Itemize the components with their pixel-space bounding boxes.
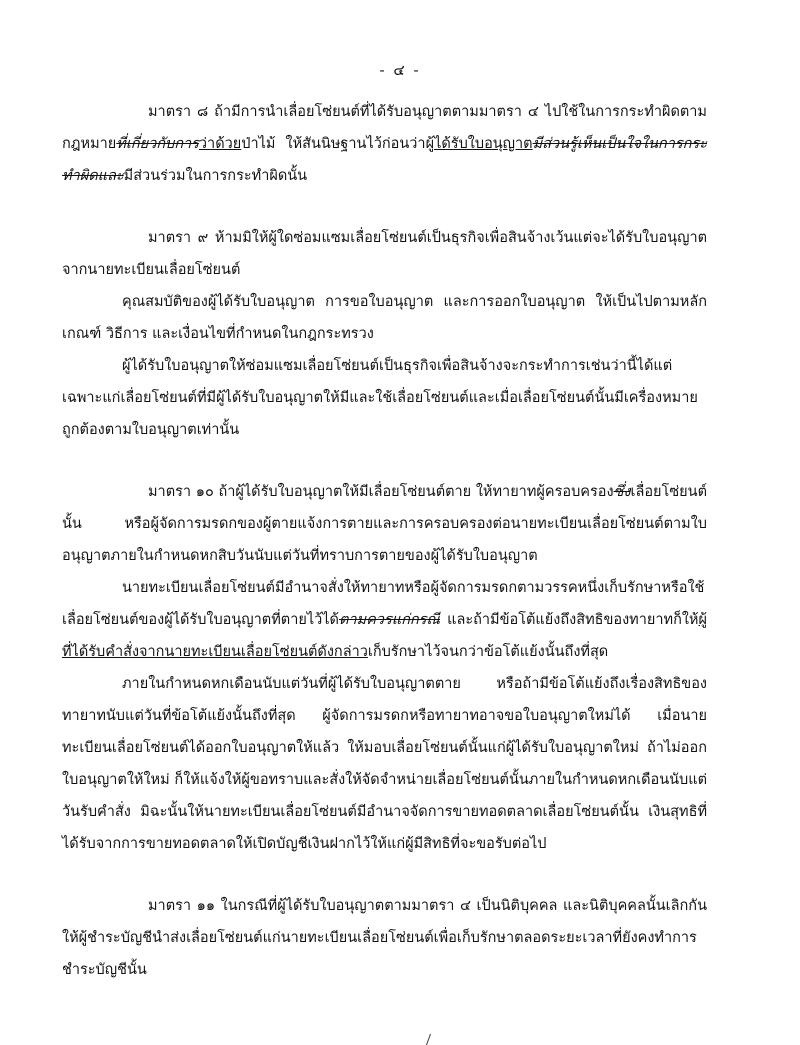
page-number: - ๔ -	[379, 61, 421, 79]
paragraph	[62, 668, 707, 860]
section-gap	[62, 446, 707, 476]
section-s9	[62, 222, 707, 446]
section-s10	[62, 476, 707, 860]
paragraph	[62, 350, 707, 446]
text-run: มาตรา ๑๐ ถ้าผู้ได้รับใบอนุญาตให้มีเลื่อยโซ่ยนต์ตาย ให้ทายาทผู้ครอบครอง	[148, 484, 614, 500]
text-run: เลื่อยโซ่ยนต์นั้น หรือผู้จัดการมรดกของผู้ตายแจ้งการตายและการครอบครองต่อนายทะเบียนเลื่อยโซ่ยนต์ตามใบอนุญาตภายในกำหนดหกสิบวันนับแต่วันที่ทราบการตายของผู้ได้รับใบอนุญาต	[62, 484, 707, 564]
struck-text: มีส่วนรู้เห็นเป็นใจในการกระทำผิดและ	[62, 136, 707, 184]
text-run: มาตรา ๑๑ ในกรณีที่ผู้ได้รับใบอนุญาตตามมาตรา ๔ เป็นนิติบุคคล และนิติบุคคลนั้นเลิกกันให้ผู้ชำระบัญชีนำส่งเลื่อยโซ่ยนต์แก่นายทะเบียนเลื่อยโซ่ยนต์เพื่อเก็บรักษาตลอดระยะเวลาที่ยังคงทำการชำระบัญชีนั้น	[62, 898, 707, 978]
text-run: เก็บรักษาไว้จนกว่าข้อโต้แย้งนั้นถึงที่สุด	[367, 644, 609, 660]
document-body	[62, 96, 707, 986]
text-run: นายทะเบียนเลื่อยโซ่ยนต์มีอำนาจสั่งให้ทายาทหรือผู้จัดการมรดกตามวรรคหนึ่งเก็บรักษาหรือใช้เลื่อยโซ่ยนต์ของผู้ได้รับใบอนุญาตที่ตายไว้ได้	[62, 580, 705, 628]
paragraph	[62, 96, 707, 192]
text-run: ผู้ได้รับใบอนุญาตให้ซ่อมแซมเลื่อยโซ่ยนต์เป็นธุรกิจเพื่อสินจ้างจะกระทำการเช่นว่านี้ได้แต่เฉพาะแก่เลื่อยโซ่ยนต์ที่มีผู้ได้รับใบอนุญาตให้มีและใช้เลื่อยโซ่ยนต์และเมื่อเลื่อยโซ่ยนต์นั้นมีเครื่องหมายถูกต้องตามใบอนุญาตเท่านั้น	[62, 358, 698, 438]
section-gap	[62, 860, 707, 890]
section-gap	[62, 192, 707, 222]
struck-text: ตามควรแก่กรณี	[338, 612, 440, 628]
text-run: ป่าไม้ ให้สันนิษฐานไว้ก่อนว่าผู้	[241, 136, 435, 152]
struck-text: ที่เกี่ยวกับการ	[116, 136, 199, 152]
paragraph	[62, 286, 707, 350]
underlined-text: ได้รับใบอนุญาต	[434, 136, 533, 152]
text-run: มาตรา ๘ ถ้ามีการนำเลื่อยโซ่ยนต์ที่ได้รับอนุญาตตามมาตรา ๔ ไปใช้ในการกระทำผิดตามกฎหมาย	[62, 104, 707, 152]
text-run: ภายในกำหนดหกเดือนนับแต่วันที่ผู้ได้รับใบอนุญาตตาย หรือถ้ามีข้อโต้แย้งถึงเรื่องสิทธิของทายาทนับแต่วันที่ข้อโต้แย้งนั้นถึงที่สุด ผู้จัดการมรดกหรือทายาทอาจขอใบอนุญาตใหม่ได้ เมื่อนายทะเบียนเลื่อยโซ่ยนต์ได้ออกใบอนุญาตให้แล้ว ให้มอบเลื่อยโซ่ยนต์นั้นแก่ผู้ได้รับใบอนุญาตใหม่ ถ้าไม่ออกใบอนุญาตให้ใหม่ ก็ให้แจ้งให้ผู้ขอทราบและสั่งให้จัดจำหน่ายเลื่อยโซ่ยนต์นั้นภายในกำหนดหกเดือนนับแต่วันรับคำสั่ง มิฉะนั้นให้นายทะเบียนเลื่อยโซ่ยนต์มีอำนาจจัดการขายทอดตลาดเลื่อยโซ่ยนต์นั้น เงินสุทธิที่ได้รับจากการขายทอดตลาดให้เปิดบัญชีเงินฝากไว้ให้แก่ผู้มีสิทธิที่จะขอรับต่อไป	[62, 676, 707, 852]
paragraph	[62, 890, 707, 986]
paragraph	[62, 476, 707, 572]
text-run: และถ้ามีข้อโต้แย้งถึงสิทธิของทายาทก็ให้	[439, 612, 699, 628]
paragraph	[62, 572, 707, 668]
scan-artifact-mark	[426, 1034, 437, 1045]
text-run: คุณสมบัติของผู้ได้รับใบอนุญาต การขอใบอนุญาต และการออกใบอนุญาต ให้เป็นไปตามหลักเกณฑ์ วิธีการ และเงื่อนไขที่กำหนดในกฎกระทรวง	[62, 294, 707, 342]
struck-text: ซึ่ง	[613, 484, 631, 500]
text-run: มาตรา ๙ ห้ามมิให้ผู้ใดซ่อมแซมเลื่อยโซ่ยนต์เป็นธุรกิจเพื่อสินจ้างเว้นแต่จะได้รับใบอนุญาตจากนายทะเบียนเลื่อยโซ่ยนต์	[62, 230, 707, 278]
underlined-text: ผู้ที่ได้รับคำสั่งจากนายทะเบียนเลื่อยโซ่ยนต์ดังกล่าว	[62, 612, 707, 660]
underlined-text: ว่าด้วย	[198, 136, 242, 152]
text-run: มีส่วนร่วมในการกระทำผิดนั้น	[123, 168, 308, 184]
paragraph	[62, 222, 707, 286]
section-s8	[62, 96, 707, 192]
section-s11	[62, 890, 707, 986]
